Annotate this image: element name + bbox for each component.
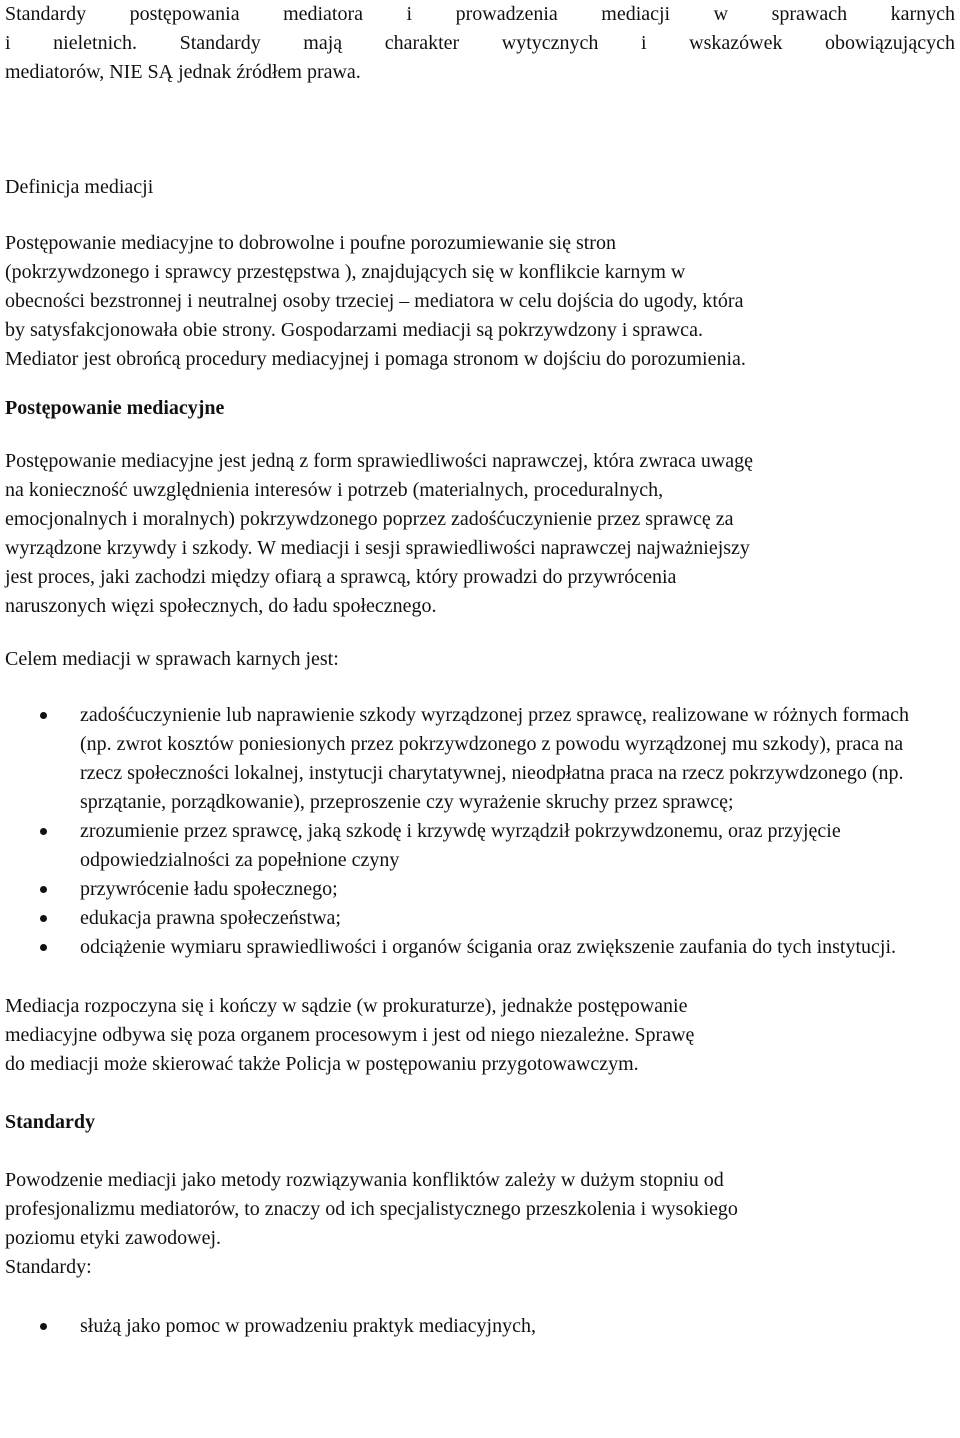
standardy-paragraph — [5, 1166, 955, 1253]
intro-line: Standardy postępowania mediatora i prowadzenia mediacji w sprawach karnych — [5, 3, 955, 25]
intro-line: mediatorów, NIE SĄ jednak źródłem prawa. — [5, 61, 361, 83]
paragraph-line: obecności bezstronnej i neutralnej osoby trzeciej – mediatora w celu dojścia do ugody, która — [5, 290, 744, 312]
list-item: służą jako pomoc w prowadzeniu praktyk mediacyjnych, — [5, 1312, 955, 1341]
list-item: przywrócenie ładu społecznego; — [5, 875, 955, 904]
section-heading-definicja: Definicja mediacji — [5, 176, 154, 198]
list-item: edukacja prawna społeczeństwa; — [5, 904, 955, 933]
bullet-icon — [40, 1323, 47, 1330]
paragraph-line: poziomu etyki zawodowej. — [5, 1227, 222, 1249]
section-heading-cele: Celem mediacji w sprawach karnych jest: — [5, 648, 339, 670]
paragraph-line: mediacyjne odbywa się poza organem procesowym i jest od niego niezależne. Sprawę — [5, 1024, 695, 1046]
intro-paragraph — [5, 0, 955, 87]
paragraph-line: Powodzenie mediacji jako metody rozwiązywania konfliktów zależy w dużym stopniu od — [5, 1169, 724, 1191]
paragraph-line: emocjonalnych i moralnych) pokrzywdzonego poprzez zadośćuczynienie przez sprawcę za — [5, 508, 734, 530]
bullet-icon — [40, 712, 47, 719]
bullet-icon — [40, 886, 47, 893]
bullet-icon — [40, 915, 47, 922]
paragraph-line: Postępowanie mediacyjne to dobrowolne i poufne porozumiewanie się stron — [5, 232, 616, 254]
document-page — [5, 0, 955, 1341]
postepowanie-paragraph — [5, 447, 955, 621]
paragraph-line: by satysfakcjonowała obie strony. Gospodarzami mediacji są pokrzywdzony i sprawca. — [5, 319, 703, 341]
paragraph-line: Mediacja rozpoczyna się i kończy w sądzie (w prokuraturze), jednakże postępowanie — [5, 995, 688, 1017]
section-heading-standardy: Standardy — [5, 1111, 96, 1133]
paragraph-line: profesjonalizmu mediatorów, to znaczy od ich specjalistycznego przeszkolenia i wysokiego — [5, 1198, 738, 1220]
cele-list — [5, 701, 955, 962]
sad-paragraph — [5, 992, 955, 1079]
paragraph-line: na konieczność uwzględnienia interesów i potrzeb (materialnych, proceduralnych, — [5, 479, 664, 501]
intro-line: i nieletnich. Standardy mają charakter wytycznych i wskazówek obowiązujących — [5, 32, 955, 54]
paragraph-line: Postępowanie mediacyjne jest jedną z form sprawiedliwości naprawczej, która zwraca uwagę — [5, 450, 754, 472]
standardy-list — [5, 1312, 955, 1341]
paragraph-line: jest proces, jaki zachodzi między ofiarą a sprawcą, który prowadzi do przywrócenia — [5, 566, 677, 588]
standardy-subheading: Standardy: — [5, 1256, 92, 1278]
definicja-paragraph — [5, 229, 955, 374]
bullet-icon — [40, 828, 47, 835]
bullet-icon — [40, 944, 47, 951]
paragraph-line: do mediacji może skierować także Policja w postępowaniu przygotowawczym. — [5, 1053, 639, 1075]
paragraph-line: (pokrzywdzonego i sprawcy przestępstwa ), znajdujących się w konflikcie karnym w — [5, 261, 686, 283]
paragraph-line: naruszonych więzi społecznych, do ładu społecznego. — [5, 595, 437, 617]
list-item: odciążenie wymiaru sprawiedliwości i organów ścigania oraz zwiększenie zaufania do tych instytucji. — [5, 933, 955, 962]
paragraph-line: Mediator jest obrońcą procedury mediacyjnej i pomaga stronom w dojściu do porozumienia. — [5, 348, 746, 370]
list-item: zadośćuczynienie lub naprawienie szkody wyrządzonej przez sprawcę, realizowane w różnych formach (np. zwrot kosztów poniesionych przez pokrzywdzonego z powodu wyrządzonej mu szkody), praca na rzecz społeczności lokalnej, instytucji charytatywnej, nieodpłatna praca na rzecz pokrzywdzonego (np. sprzątanie, porządkowanie), przeproszenie czy wyrażenie skruchy przez sprawcę; — [5, 701, 955, 817]
section-heading-postepowanie: Postępowanie mediacyjne — [5, 397, 225, 419]
paragraph-line: wyrządzone krzywdy i szkody. W mediacji i sesji sprawiedliwości naprawczej najważniejszy — [5, 537, 750, 559]
list-item: zrozumienie przez sprawcę, jaką szkodę i krzywdę wyrządził pokrzywdzonemu, oraz przyjęcie odpowiedzialności za popełnione czyny — [5, 817, 955, 875]
